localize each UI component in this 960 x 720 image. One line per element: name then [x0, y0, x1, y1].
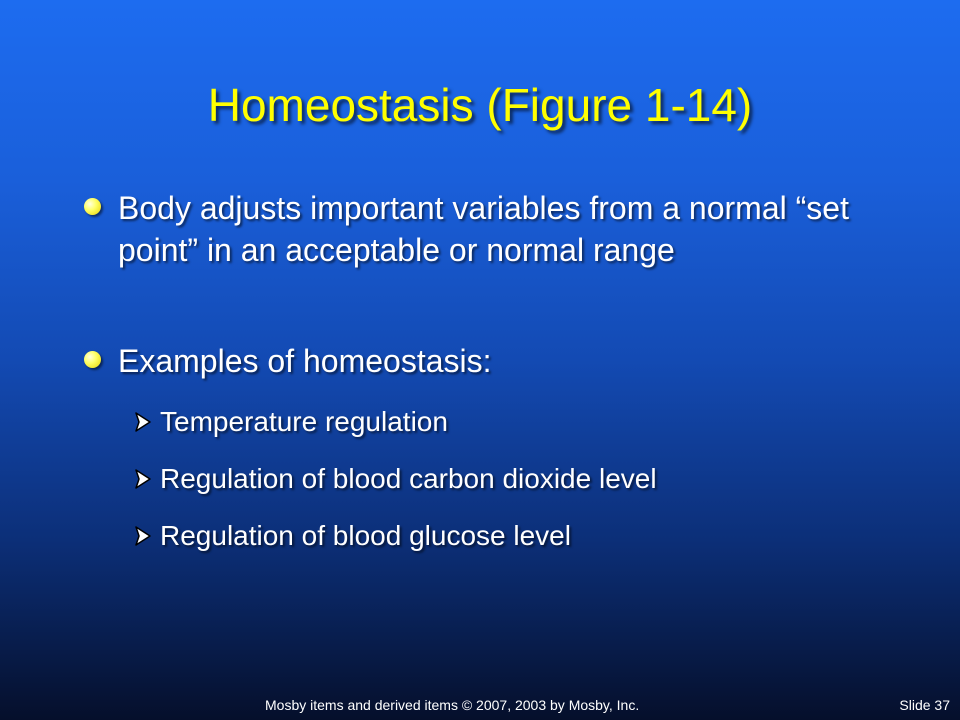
sub-bullet-item	[130, 518, 890, 554]
slide-title: Homeostasis (Figure 1-14)	[207, 79, 753, 131]
copyright-text: Mosby items and derived items © 2007, 2003 by Mosby, Inc.	[265, 697, 640, 713]
sub-bullet-item	[130, 404, 890, 440]
bullet-dot-icon	[84, 198, 101, 215]
arrow-bullet-icon	[130, 466, 156, 492]
bullet-text: Body adjusts important variables from a normal “set point” in an acceptable or normal range	[118, 190, 849, 268]
sub-bullet-text: Regulation of blood glucose level	[160, 520, 571, 551]
slide-number: Slide 37	[899, 697, 950, 713]
slide-footer	[0, 694, 960, 716]
sub-bullet-text: Regulation of blood carbon dioxide level	[160, 463, 657, 494]
sub-bullet-item	[130, 461, 890, 497]
sub-bullet-text: Temperature regulation	[160, 406, 448, 437]
bullet-text: Examples of homeostasis:	[118, 343, 492, 379]
bullet-item	[80, 187, 880, 271]
arrow-bullet-icon	[130, 409, 156, 435]
bullet-dot-icon	[84, 351, 101, 368]
bullet-item	[80, 340, 880, 382]
arrow-bullet-icon	[130, 523, 156, 549]
